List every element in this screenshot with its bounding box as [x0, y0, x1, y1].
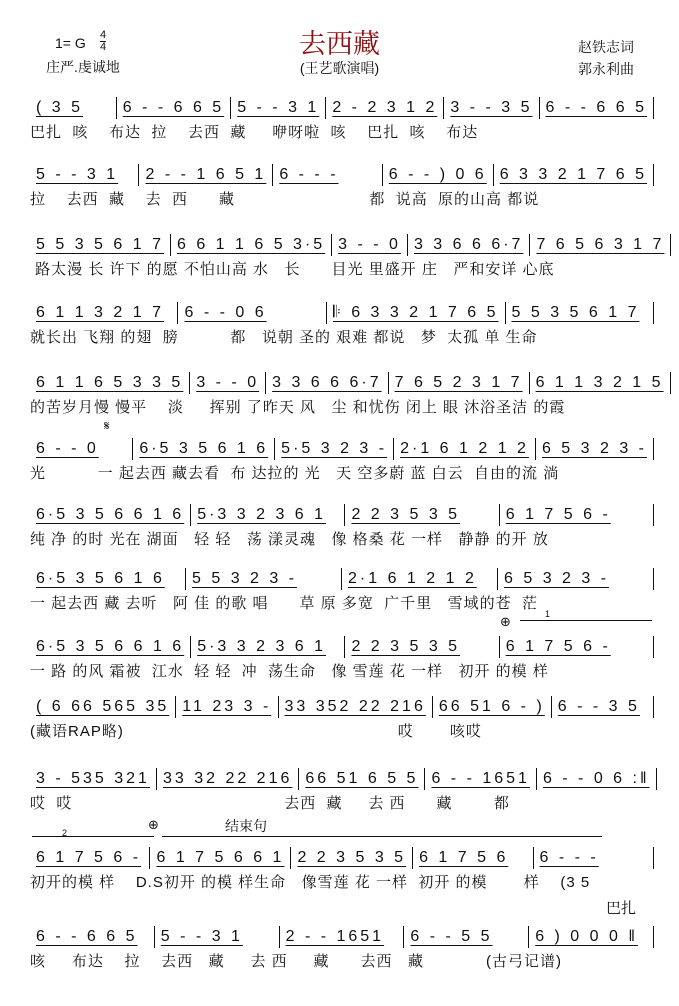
measure: 3 - 535 321 [30, 768, 157, 790]
lyric-line: 巴扎 咳 布达 拉 去西 藏 咿呀啦 咳 巴扎 咳 布达 [30, 124, 479, 141]
measure: 6 5 3 2 3 - [498, 568, 654, 590]
time-bottom: 4 [100, 41, 107, 53]
measure: 2 2 3 5 3 5 [345, 504, 499, 526]
segno-icon: 𝄋 [104, 418, 110, 433]
measure: 2 - 2 3 1 2 [326, 97, 444, 119]
measure: 6 1 7 5 6 - [500, 504, 654, 526]
measure: 3 - - 0 [190, 372, 266, 394]
notation-line [30, 503, 654, 527]
lyric-line: 初开的模 样 D.S初开 的模 样生命 像雪莲 花 一样 初开 的模 样 (3 5 [30, 874, 591, 891]
measure: 33 352 22 216 [279, 696, 433, 718]
measure: 5 - - 3 1 [231, 97, 326, 119]
measure: 3 3 6 6 6·7 [266, 372, 389, 394]
singer: (王艺歌演唱) [299, 60, 380, 76]
measure: 33 32 22 216 [157, 768, 299, 790]
measure: 6 - - 0 6 :‖ [537, 768, 657, 790]
notation-line [30, 925, 654, 949]
measure: 6·5 3 5 6 1 6 [30, 568, 186, 590]
measure: 6 1 7 5 6 - [30, 847, 150, 869]
measure: 6 - - 1651 [425, 768, 536, 790]
lyric-line: 纯 净 的时 光在 湖面 轻 轻 荡 漾灵魂 像 格桑 花 一样 静静 的开 放 [30, 531, 549, 548]
system-2 [30, 163, 654, 209]
lyric-line: 哎 哎 去西 藏 去 西 藏 都 [30, 795, 510, 812]
measure: 6 - - 6 6 5 [30, 926, 155, 948]
measure: 6 1 1 3 2 1 7 [30, 302, 178, 324]
measure: 6 1 1 6 5 3 3 5 [30, 372, 190, 394]
measure: 6·5 3 5 6 6 1 6 [30, 504, 191, 526]
lyric-line: 一 路 的风 霜被 江水 轻 轻 冲 荡生命 像 雪莲 花 一样 初开 的模 样 [30, 663, 549, 680]
measure: 2 2 3 5 3 5 [291, 847, 413, 869]
measure: ( 3 5 [30, 97, 117, 119]
system-8 [30, 567, 654, 613]
system-3 [30, 233, 665, 279]
extra-lyric: 巴扎 [606, 900, 637, 917]
measure: 66 51 6 - ) [433, 696, 552, 718]
system-10 [30, 695, 654, 741]
measure: 5 - - 3 1 [30, 164, 139, 186]
measure: 6 3 3 2 1 7 6 5 [494, 164, 654, 186]
notation-line [30, 371, 664, 395]
system-12 [30, 846, 654, 892]
notation-line [30, 635, 654, 659]
measure: 66 51 6 5 5 [299, 768, 425, 790]
measure: 6 1 7 5 6 [413, 847, 533, 869]
notation-line [30, 233, 665, 257]
notation-line [30, 437, 654, 461]
measure: 5 5 3 2 3 - [186, 568, 342, 590]
lyric-line: 一 起去西 藏 去听 阿 佳 的歌 唱 草 原 多宽 广千里 雪域的苍 茫 [30, 595, 539, 612]
notation-line [30, 695, 654, 719]
notation-line [30, 767, 654, 791]
measure: 5·5 3 2 3 - [275, 438, 394, 460]
lyric-line: 就长出 飞翔 的翅 膀 都 说朝 圣的 艰难 都说 梦 太孤 单 生命 [30, 329, 538, 346]
system-4 [30, 301, 654, 347]
measure: 5 5 3 5 6 1 7 [506, 302, 654, 324]
lyric-line: 拉 去西 藏 去 西 藏 都 说高 原的山高 都说 [30, 191, 540, 208]
volta-1-label: 1 [545, 609, 551, 619]
coda-icon-2: ⊕ [148, 817, 159, 832]
system-5 [30, 371, 664, 417]
lyric-line: 路太漫 长 许下 的愿 不怕山高 水 长 目光 里盛开 庄 严和安详 心底 [30, 261, 555, 278]
measure: 6 1 7 5 6 6 1 [150, 847, 291, 869]
notation-line [30, 96, 654, 120]
composer: 郭永利曲 [578, 61, 634, 77]
measure: 2·1 6 1 2 1 2 [394, 438, 536, 460]
measure: 6 ) 0 0 0 ‖ [529, 926, 654, 948]
measure: 6 - - - [273, 164, 382, 186]
time-signature [100, 30, 106, 53]
measure: 5 5 3 5 6 1 7 [30, 234, 171, 256]
song-title: 去西藏 [299, 29, 380, 59]
system-1 [30, 96, 654, 142]
measure: ( 6 66 565 35 [30, 696, 176, 718]
measure: 5 - - 3 1 [155, 926, 280, 948]
measure: 6 - - 0 [30, 438, 133, 460]
time-top: 4 [100, 29, 107, 41]
measure: 7 6 5 6 3 1 7 [530, 234, 671, 256]
measure: 2 2 3 5 3 5 [345, 636, 499, 658]
measure: 6 - - ) 0 6 [383, 164, 494, 186]
measure: 3 3 6 6 6·7 [408, 234, 531, 256]
ending-label: 结束句 [225, 818, 267, 834]
measure: 2 - - 1 6 5 1 [139, 164, 273, 186]
lyric-line: (藏语RAP略) 哎 咳哎 [30, 723, 482, 740]
notation-line [30, 301, 654, 325]
measure: 6·5 3 5 6 1 6 [133, 438, 275, 460]
tempo-marking: 庄严.虔诚地 [46, 59, 120, 75]
measure: 6 - - 3 5 [552, 696, 654, 718]
measure: 𝄆 6 3 3 2 1 7 6 5 [327, 302, 506, 324]
lyric-line: 光 一 起去西 藏去看 布 达拉的 光 天 空多蔚 蓝 白云 自由的流 淌 [30, 465, 560, 482]
system-13 [30, 925, 654, 971]
measure: 5·3 3 2 3 6 1 [191, 504, 345, 526]
measure: 11 23 3 - [176, 696, 278, 718]
measure: 6 1 7 5 6 - [500, 636, 654, 658]
measure: 6 - - 0 6 [178, 302, 326, 324]
measure: 6 - - 6 6 5 [540, 97, 654, 119]
system-6 [30, 437, 654, 483]
measure: 6 5 3 2 3 - [536, 438, 654, 460]
measure: 2·1 6 1 2 1 2 [342, 568, 498, 590]
measure: 7 6 5 2 3 1 7 [389, 372, 530, 394]
system-9 [30, 635, 654, 681]
measure: 6 6 1 1 6 5 3·5 [171, 234, 332, 256]
measure: 6 1 1 3 2 1 5 [530, 372, 671, 394]
measure: 6·5 3 5 6 6 1 6 [30, 636, 191, 658]
measure: 3 - - 3 5 [444, 97, 539, 119]
system-11 [30, 767, 654, 813]
notation-line [30, 567, 654, 591]
measure: 6 - - 5 5 [404, 926, 529, 948]
lyric-line: 的苦岁月慢 慢平 淡 挥别 了昨天 风 尘 和忧伤 闭上 眼 沐浴圣洁 的霞 [30, 399, 566, 416]
lyric-line: 咳 布达 拉 去西 藏 去 西 藏 去西 藏 (古弓记谱) [30, 953, 563, 970]
notation-line [30, 163, 654, 187]
measure: 6 - - - [534, 847, 654, 869]
measure: 3 - - 0 [332, 234, 408, 256]
measure: 6 - - 6 6 5 [117, 97, 231, 119]
system-7 [30, 503, 654, 549]
notation-line [30, 846, 654, 870]
measure: 5·3 3 2 3 6 1 [191, 636, 345, 658]
volta-2-label: 2 [62, 828, 68, 838]
key-signature: 1= G [55, 35, 86, 51]
coda-icon: ⊕ [500, 614, 511, 629]
measure: 2 - - 1651 [280, 926, 405, 948]
lyricist: 赵铁志词 [578, 39, 634, 55]
